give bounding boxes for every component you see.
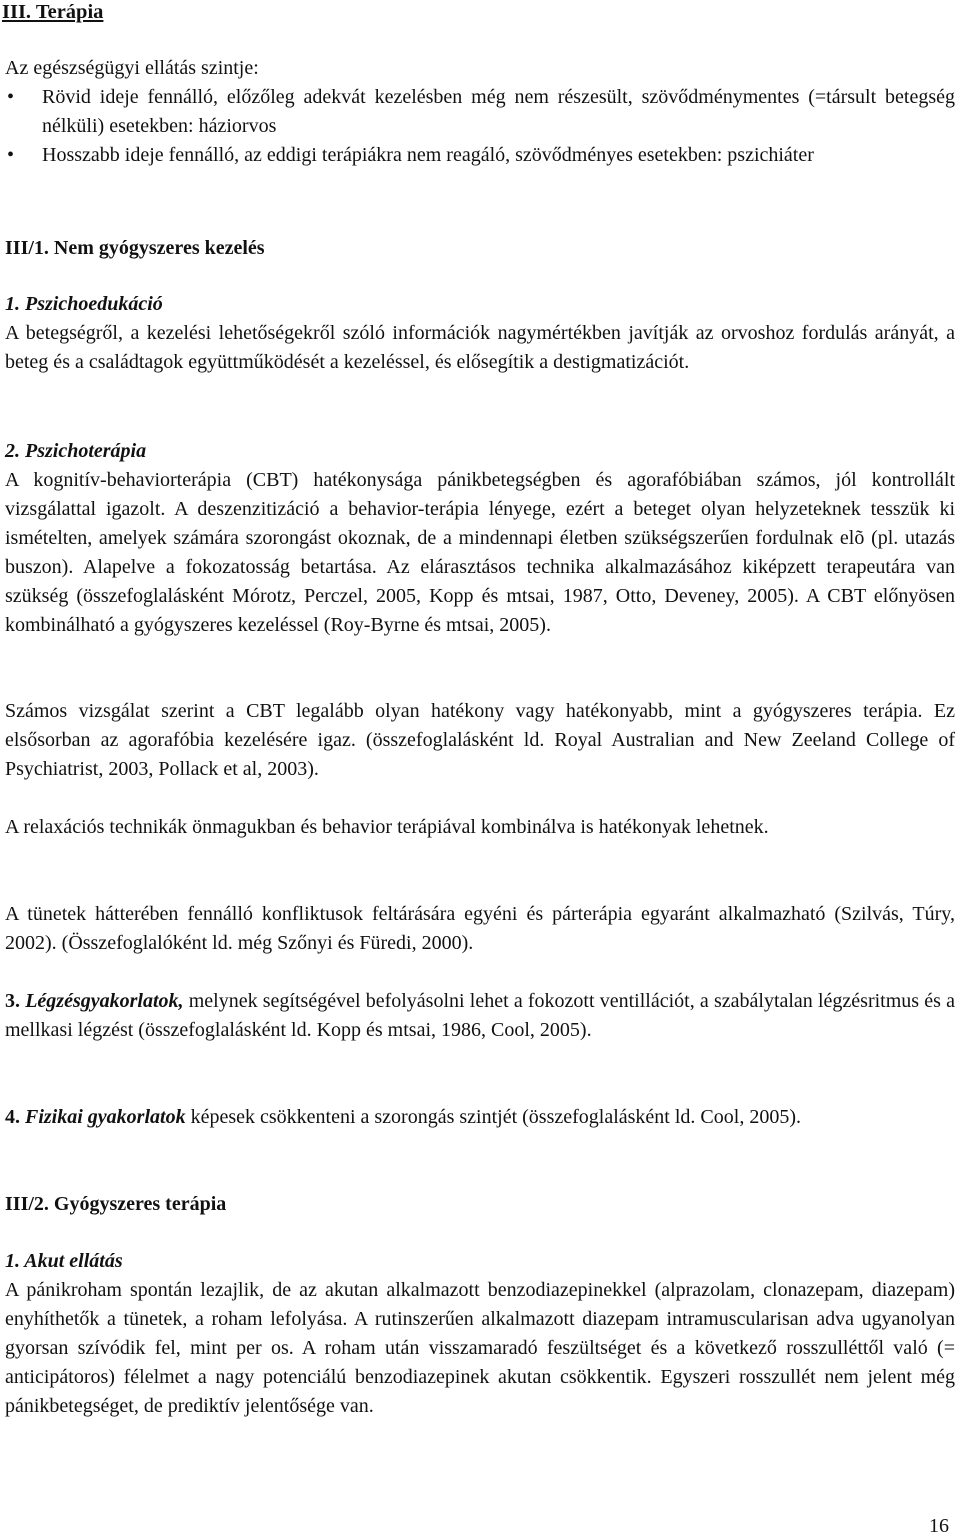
relaxation-paragraph: A relaxációs technikák önmagukban és behavior terápiával kombinálva is hatékonyak lehetnek. [5, 816, 769, 838]
list-item [5, 141, 955, 170]
physical-text: képesek csökkenteni a szorongás szintjét (összefoglalásként ld. Cool, 2005). [185, 1106, 801, 1128]
list-item-text: Rövid ideje fennálló, előzőleg adekvát kezelésben még nem részesült, szövődménymentes (=társult betegség nélküli) esetekben: háziorvos [42, 86, 955, 137]
psychoeducation-section [5, 290, 955, 377]
care-level-list [5, 83, 955, 170]
psychoeducation-heading: 1. Pszichoedukáció [5, 293, 163, 315]
bullet-icon: • [7, 144, 15, 166]
physical-number: 4. [5, 1106, 25, 1128]
physical-heading: Fizikai gyakorlatok [25, 1106, 186, 1128]
psychotherapy-text: A kognitív-behaviorterápia (CBT) hatékonysága pánikbetegségben és agorafóbiában számos, jól kontrollált vizsgálattal igazolt. A deszenzitizáció a behavior-terápia lényege, ezért a beteget olyan helyzeteknek tesszük ki ismételten, amelyek számára szorongást okoznak, de a mindennapi életben szükségszerűen fordulnak elõ (pl. utazás buszon). Alapelve a fokozatosság betartása. Az elárasztásos technika alkalmazásához kiképzett terapeutára van szükség (összefoglalásként Mórotz, Perczel, 2005, Kopp és mtsai, 1987, Otto, Deveney, 2005). A CBT előnyösen kombinálható a gyógyszeres kezeléssel (Roy-Byrne és mtsai, 2005). [5, 469, 955, 636]
psychotherapy-section [5, 437, 955, 640]
cbt-paragraph: Számos vizsgálat szerint a CBT legalább olyan hatékony vagy hatékonyabb, mint a gyógyszeres terápia. Ez elsősorban az agorafóbia kezelésére igaz. (összefoglalásként ld. Royal Australian and New Zeeland College of Psychiatrist, 2003, Pollack et al, 2003). [5, 700, 955, 780]
conflict-paragraph: A tünetek hátterében fennálló konfliktusok feltárására egyéni és párterápia egyaránt alkalmazható (Szilvás, Túry, 2002). (Összefoglalóként ld. még Szőnyi és Füredi, 2000). [5, 903, 955, 954]
section-title: III. Terápia [2, 1, 104, 23]
physical-paragraph [5, 1103, 955, 1132]
page-number: 16 [929, 1515, 949, 1537]
list-item-text: Hosszabb ideje fennálló, az eddigi terápiákra nem reagáló, szövődményes esetekben: pszichiáter [42, 144, 814, 166]
breathing-number: 3. [5, 990, 26, 1012]
list-item [5, 83, 955, 141]
care-level-label: Az egészségügyi ellátás szintje: [5, 57, 259, 79]
bullet-icon: • [7, 86, 15, 108]
acute-care-heading: 1. Akut ellátás [5, 1250, 123, 1272]
breathing-paragraph [5, 987, 955, 1045]
acute-care-text: A pánikroham spontán lezajlik, de az akutan alkalmazott benzodiazepinekkel (alprazolam, clonazepam, diazepam) enyhíthetők a tünetek, a roham lefolyása. A rutinszerűen alkalmazott diazepam intramuscularisan adva ugyanolyan gyorsan szívódik fel, mint per os. A roham után visszamaradó feszültséget és a következő rosszulléttől való (= anticipátoros) félelmet a nagy potenciálú benzodiazepinek akutan csökkentik. Egyszeri rosszullét nem jelent még pánikbetegséget, de prediktív jelentősége van. [5, 1279, 955, 1417]
breathing-heading: Légzésgyakorlatok, [25, 990, 184, 1012]
acute-care-section [5, 1247, 955, 1421]
care-level-section [5, 54, 955, 170]
subsection-heading-non-drug: III/1. Nem gyógyszeres kezelés [5, 237, 265, 259]
breathing-text: melynek segítségével befolyásolni lehet a fokozott ventillációt, a szabálytalan légzésritmus és a mellkasi légzést (összefoglalásként ld. Kopp és mtsai, 1986, Cool, 2005). [5, 990, 956, 1041]
psychotherapy-heading: 2. Pszichoterápia [5, 440, 147, 462]
psychoeducation-text: A betegségről, a kezelési lehetőségekről szóló információk nagymértékben javítják az orvoshoz fordulás arányát, a beteg és a családtagok együttműködését a kezeléssel, és elősegítik a destigmatizációt. [5, 322, 955, 373]
subsection-heading-drug: III/2. Gyógyszeres terápia [5, 1193, 227, 1215]
